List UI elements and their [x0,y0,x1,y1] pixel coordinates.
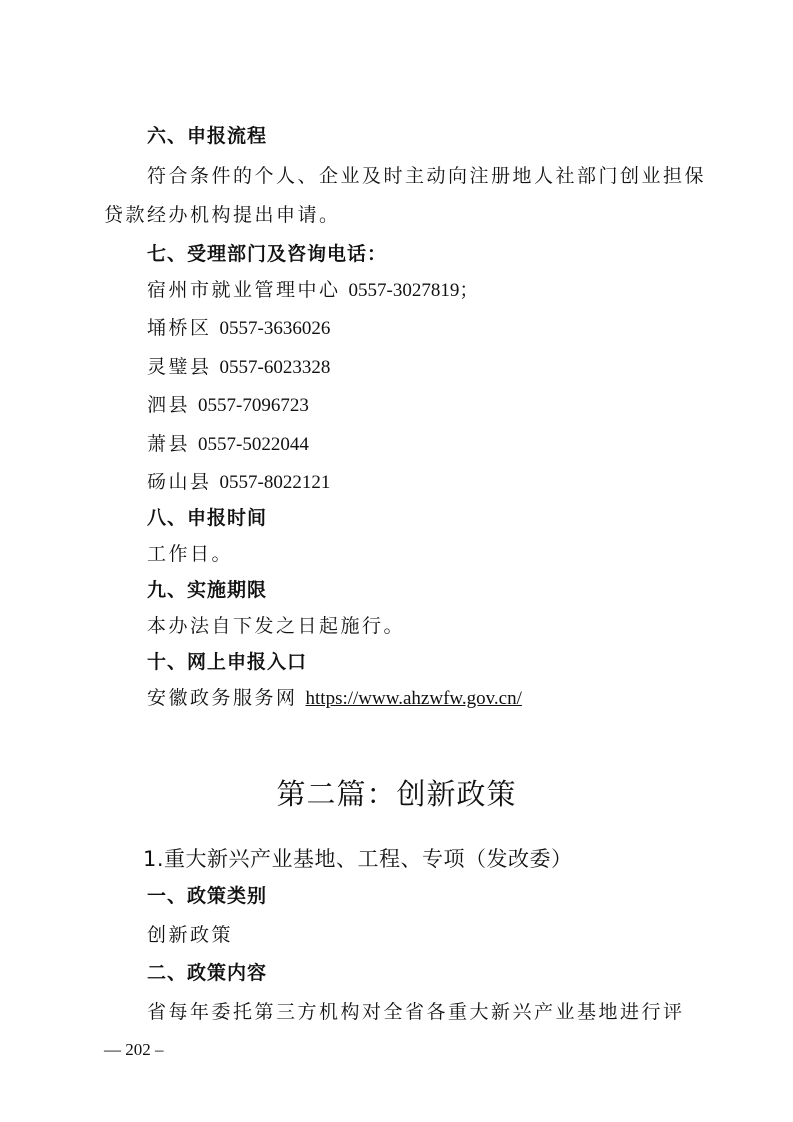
contact-phone: 0557-5022044 [198,434,309,455]
contact-row [147,473,330,492]
contact-name: 砀山县 [147,471,212,493]
section-nine-heading: 九、实施期限 [147,579,268,601]
contact-phone: 0557-3027819； [348,280,479,301]
contact-name: 埇桥区 [147,317,212,339]
contact-phone: 0557-3636026 [219,318,331,339]
section-eight-heading: 八、申报时间 [147,507,268,529]
site-name: 安徽政务服务网 [147,687,298,709]
site-url-link[interactable]: https://www.ahzwfw.gov.cn/ [305,688,522,709]
contact-row [147,358,330,377]
part-two-title: 第二篇：创新政策 [276,777,517,811]
contact-name: 宿州市就业管理中心 [147,279,341,301]
contact-phone: 0557-6023328 [219,357,331,378]
section-ten-heading: 十、网上申报入口 [147,651,308,673]
contact-name: 灵璧县 [147,356,212,378]
policy-category-heading: 一、政策类别 [147,885,268,907]
contact-row [147,396,309,415]
section-ten-body [147,689,522,708]
contact-row [147,281,478,300]
section-six-body-line-1: 符合条件的个人、企业及时主动向注册地人社部门创业担保 [147,165,707,187]
contact-phone: 0557-8022121 [219,472,331,493]
section-six-body-line-2: 贷款经办机构提出申请。 [104,204,341,226]
contact-row [147,319,330,338]
section-eight-body: 工作日。 [147,543,234,565]
policy-content-heading: 二、政策内容 [147,962,268,984]
part-two-subtitle: 1.重大新兴产业基地、工程、专项（发改委） [143,847,573,871]
policy-content-body: 省每年委托第三方机构对全省各重大新兴产业基地进行评 [147,1001,685,1023]
contact-phone: 0557-7096723 [198,395,309,416]
section-six-heading: 六、申报流程 [147,125,268,147]
contact-name: 萧县 [147,433,191,455]
policy-category-body: 创新政策 [147,924,234,946]
section-seven-heading: 七、受理部门及咨询电话： [147,243,388,265]
section-nine-body: 本办法自下发之日起施行。 [147,615,406,637]
contact-row [147,435,309,454]
contact-name: 泗县 [147,394,191,416]
page-number: — 202 – [104,1040,164,1059]
